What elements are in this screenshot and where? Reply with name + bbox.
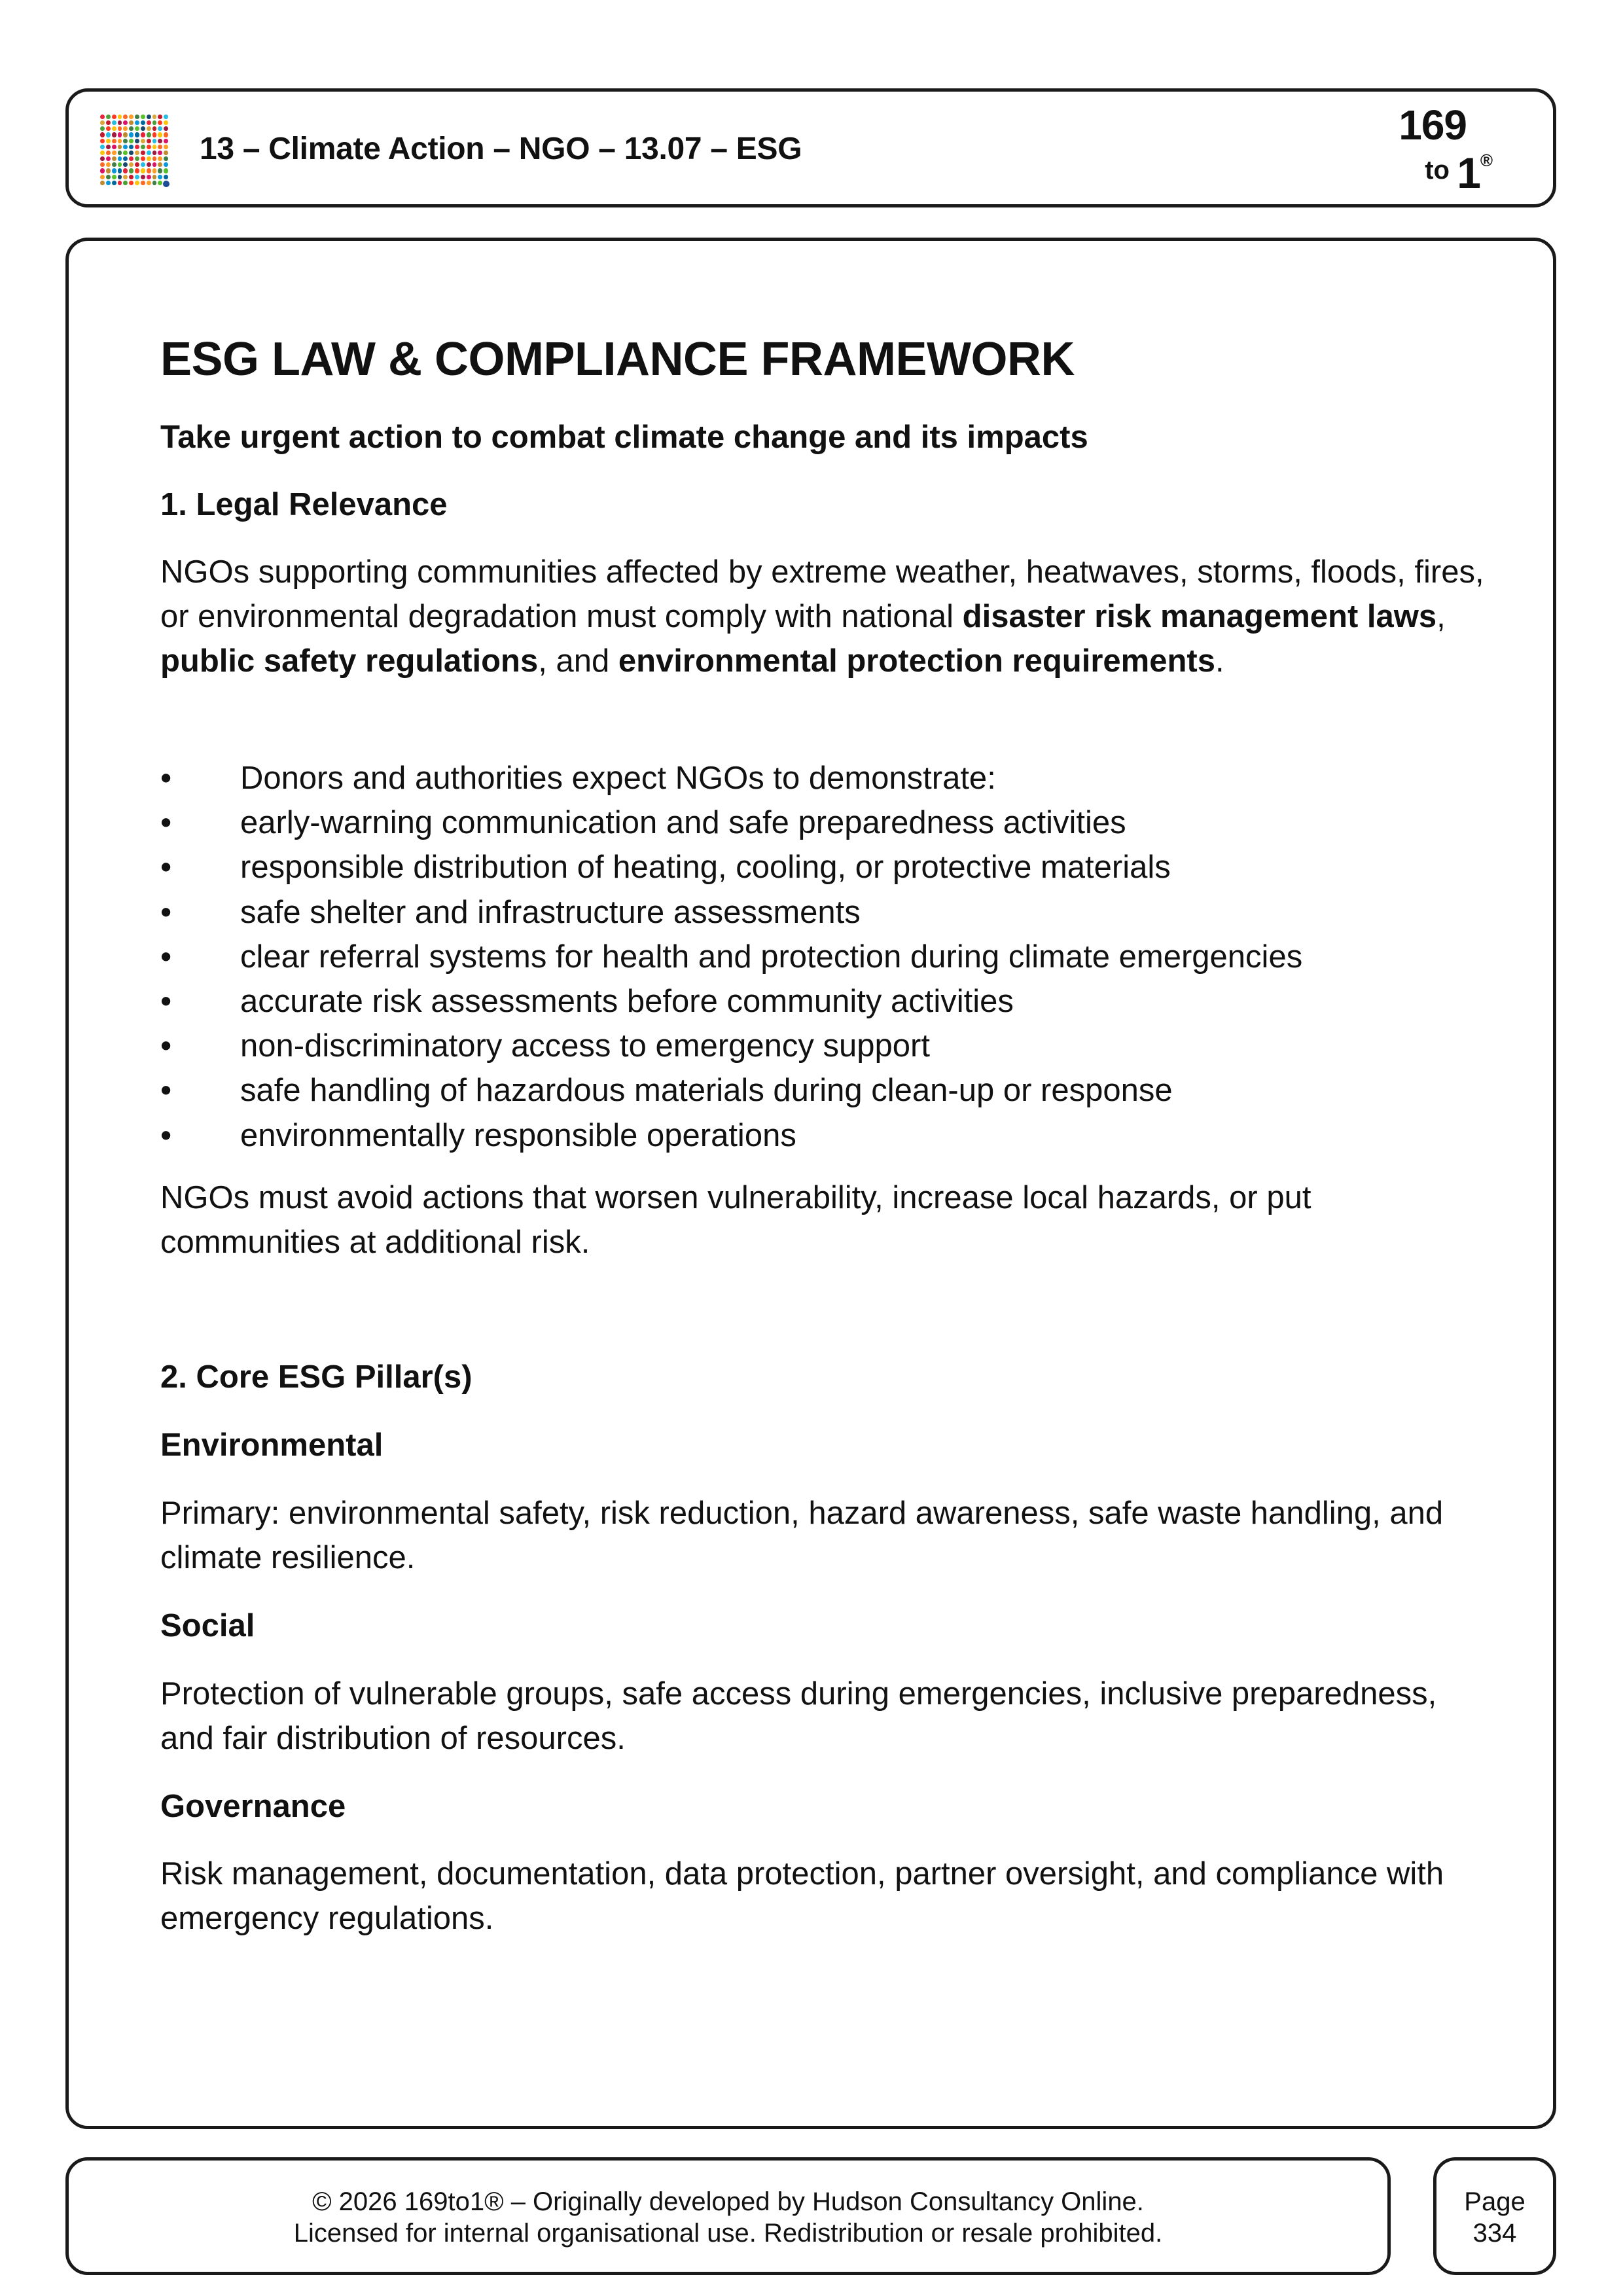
logo-dot	[129, 151, 134, 155]
logo-dot	[152, 162, 157, 167]
list-item: • environmentally responsible operations	[160, 1113, 1302, 1158]
logo-dot	[152, 126, 157, 131]
logo-dot	[106, 115, 111, 119]
logo-dot	[118, 145, 122, 149]
logo-dot	[106, 175, 111, 179]
logo-dot	[147, 156, 151, 161]
requirements-list	[160, 756, 1302, 1158]
logo-dot	[141, 175, 145, 179]
logo-dot	[129, 162, 134, 167]
logo-dot	[164, 126, 168, 131]
logo-dot	[129, 145, 134, 149]
logo-dot	[106, 139, 111, 143]
logo-dot	[141, 156, 145, 161]
logo-dot	[100, 151, 105, 155]
logo-dot	[123, 151, 128, 155]
logo-dot	[112, 156, 116, 161]
logo-dot	[129, 115, 134, 119]
logo-dot	[141, 132, 145, 137]
governance-text: Risk management, documentation, data protection, partner oversight, and compliance with emergency regulations.	[160, 1856, 1444, 1936]
logo-dot	[100, 115, 105, 119]
logo-dot	[141, 139, 145, 143]
logo-dot	[106, 162, 111, 167]
logo-dot	[152, 120, 157, 125]
logo-dot	[135, 120, 139, 125]
list-item: • clear referral systems for health and protection during climate emergencies	[160, 935, 1302, 979]
section1-closing: NGOs must avoid actions that worsen vulnerability, increase local hazards, or put communities at additional risk.	[160, 1180, 1311, 1260]
logo-dot	[164, 120, 168, 125]
logo-dot	[118, 162, 122, 167]
logo-dot	[100, 145, 105, 149]
logo-dot	[164, 145, 168, 149]
logo-dot	[152, 115, 157, 119]
logo-dot	[158, 156, 162, 161]
license-line: Licensed for internal organisational use. Redistribution or resale prohibited.	[293, 2219, 1163, 2248]
logo-dot	[123, 132, 128, 137]
logo-dot	[112, 151, 116, 155]
logo-dot	[135, 181, 139, 185]
logo-dot	[100, 126, 105, 131]
logo-dot	[118, 115, 122, 119]
brand-registered-mark: ®	[1480, 151, 1493, 170]
governance-heading: Governance	[160, 1789, 346, 1824]
logo-dot	[147, 120, 151, 125]
logo-dot	[100, 139, 105, 143]
logo-dot	[112, 162, 116, 167]
logo-dot	[123, 126, 128, 131]
logo-dot	[129, 132, 134, 137]
logo-dot	[123, 115, 128, 119]
logo-dot	[147, 162, 151, 167]
logo-dot	[118, 126, 122, 131]
document-title: ESG LAW & COMPLIANCE FRAMEWORK	[160, 333, 1075, 386]
logo-dot	[118, 120, 122, 125]
social-heading: Social	[160, 1608, 255, 1643]
page-label: Page	[1464, 2187, 1525, 2216]
logo-dot	[164, 139, 168, 143]
logo-dot	[123, 145, 128, 149]
logo-dot	[123, 120, 128, 125]
logo-dot	[118, 151, 122, 155]
logo-dot	[158, 175, 162, 179]
logo-dot	[164, 162, 168, 167]
brand-to: to	[1425, 156, 1450, 185]
logo-dot	[100, 132, 105, 137]
logo-dot	[141, 162, 145, 167]
logo-dot	[152, 132, 157, 137]
logo-dot	[147, 175, 151, 179]
logo-dot	[112, 181, 116, 185]
logo-dot	[164, 132, 168, 137]
list-item: • Donors and authorities expect NGOs to demonstrate:	[160, 756, 1302, 800]
logo-dot	[106, 132, 111, 137]
logo-dot	[135, 162, 139, 167]
logo-dot	[123, 181, 128, 185]
page-number-box	[1433, 2157, 1556, 2275]
logo-dot	[129, 156, 134, 161]
logo-dot	[141, 181, 145, 185]
logo-dot	[129, 168, 134, 173]
list-item: • accurate risk assessments before community activities	[160, 979, 1302, 1024]
logo-dot	[164, 156, 168, 161]
logo-dot	[100, 162, 105, 167]
list-item: • safe shelter and infrastructure assessments	[160, 890, 1302, 935]
logo-dot	[158, 115, 162, 119]
list-item: • responsible distribution of heating, cooling, or protective materials	[160, 845, 1302, 889]
logo-dot	[141, 120, 145, 125]
logo-dot	[164, 175, 168, 179]
logo-dot	[106, 168, 111, 173]
logo-dot	[118, 175, 122, 179]
logo-dot	[129, 126, 134, 131]
logo-dot	[158, 139, 162, 143]
logo-dot	[112, 115, 116, 119]
logo-dot	[112, 175, 116, 179]
logo-dot	[129, 181, 134, 185]
logo-dot	[141, 126, 145, 131]
list-item: • safe handling of hazardous materials during clean-up or response	[160, 1068, 1302, 1113]
logo-dot	[106, 126, 111, 131]
logo-dot	[135, 139, 139, 143]
list-item: • early-warning communication and safe preparedness activities	[160, 800, 1302, 845]
logo-dot	[158, 126, 162, 131]
logo-dot	[141, 115, 145, 119]
logo-dot	[123, 175, 128, 179]
logo-dot	[118, 168, 122, 173]
logo-dot	[152, 175, 157, 179]
logo-dot	[123, 168, 128, 173]
logo-accent-dot	[163, 181, 169, 187]
header-bar	[65, 88, 1556, 207]
logo-dot	[106, 151, 111, 155]
logo-dot	[135, 151, 139, 155]
logo-dot	[158, 168, 162, 173]
copyright-line: © 2026 169to1® – Originally developed by Hudson Consultancy Online.	[312, 2187, 1144, 2216]
logo-dot	[147, 181, 151, 185]
logo-dot	[106, 145, 111, 149]
logo-dot	[152, 151, 157, 155]
logo-dot	[100, 175, 105, 179]
logo-dot	[135, 175, 139, 179]
section1-intro: NGOs supporting communities affected by extreme weather, heatwaves, storms, floods, fires, or environmental degradation must comply with national disaster risk management laws, public safety regulations, and environmental protection requirements.	[160, 554, 1484, 679]
logo-dot	[135, 115, 139, 119]
logo-dot	[118, 139, 122, 143]
page-number: 334	[1472, 2219, 1517, 2248]
logo-dot	[112, 145, 116, 149]
logo-dot	[152, 181, 157, 185]
logo-dot	[100, 181, 105, 185]
logo-dot	[123, 156, 128, 161]
logo-dot	[152, 145, 157, 149]
logo-dot	[129, 120, 134, 125]
environmental-heading: Environmental	[160, 1427, 383, 1463]
logo-dot	[135, 156, 139, 161]
logo-dot	[141, 151, 145, 155]
logo-dot	[158, 120, 162, 125]
logo-dot	[112, 168, 116, 173]
logo-dot	[129, 175, 134, 179]
main-content-panel	[65, 238, 1556, 2129]
logo-dot	[158, 181, 162, 185]
footer-copyright-box	[65, 2157, 1391, 2275]
logo-dot	[118, 181, 122, 185]
logo-dot	[135, 132, 139, 137]
section1-heading: 1. Legal Relevance	[160, 487, 448, 522]
logo-dot	[158, 162, 162, 167]
logo-dot	[147, 132, 151, 137]
brand-one: 1	[1457, 149, 1481, 197]
logo-dot	[164, 168, 168, 173]
logo-dot	[112, 126, 116, 131]
logo-dot	[100, 120, 105, 125]
logo-dot	[152, 156, 157, 161]
logo-dot	[135, 145, 139, 149]
logo-dot	[147, 126, 151, 131]
list-item: • non-discriminatory access to emergency support	[160, 1024, 1302, 1068]
logo-dot	[106, 181, 111, 185]
document-subtitle: Take urgent action to combat climate change and its impacts	[160, 420, 1088, 455]
brand-number: 169	[1399, 101, 1467, 149]
logo-dot	[112, 132, 116, 137]
logo-dot	[141, 145, 145, 149]
logo-dot	[100, 156, 105, 161]
logo-dot	[141, 168, 145, 173]
logo-dot	[158, 132, 162, 137]
logo-dot	[106, 156, 111, 161]
header-title: 13 – Climate Action – NGO – 13.07 – ESG	[200, 132, 802, 166]
logo-dot	[118, 132, 122, 137]
logo-dot	[100, 168, 105, 173]
logo-dot	[135, 126, 139, 131]
logo-dot	[123, 162, 128, 167]
logo-dot	[147, 145, 151, 149]
logo-dot	[112, 139, 116, 143]
logo-dot	[106, 120, 111, 125]
social-text: Protection of vulnerable groups, safe access during emergencies, inclusive preparedness, and fair distribution of resources.	[160, 1676, 1437, 1756]
logo-dot	[158, 145, 162, 149]
logo-dot	[129, 139, 134, 143]
environmental-text: Primary: environmental safety, risk reduction, hazard awareness, safe waste handling, and climate resilience.	[160, 1496, 1444, 1575]
logo-dot	[118, 156, 122, 161]
logo-dot	[164, 115, 168, 119]
logo-dot	[147, 168, 151, 173]
logo-dot	[135, 168, 139, 173]
section2-heading: 2. Core ESG Pillar(s)	[160, 1359, 473, 1395]
logo-dot	[164, 151, 168, 155]
logo-dot	[152, 139, 157, 143]
logo-dot	[158, 151, 162, 155]
logo-dot	[147, 139, 151, 143]
sdg-dot-grid-logo-icon	[100, 115, 168, 185]
logo-dot	[147, 115, 151, 119]
logo-dot	[112, 120, 116, 125]
logo-dot	[123, 139, 128, 143]
logo-dot	[152, 168, 157, 173]
logo-dot	[147, 151, 151, 155]
